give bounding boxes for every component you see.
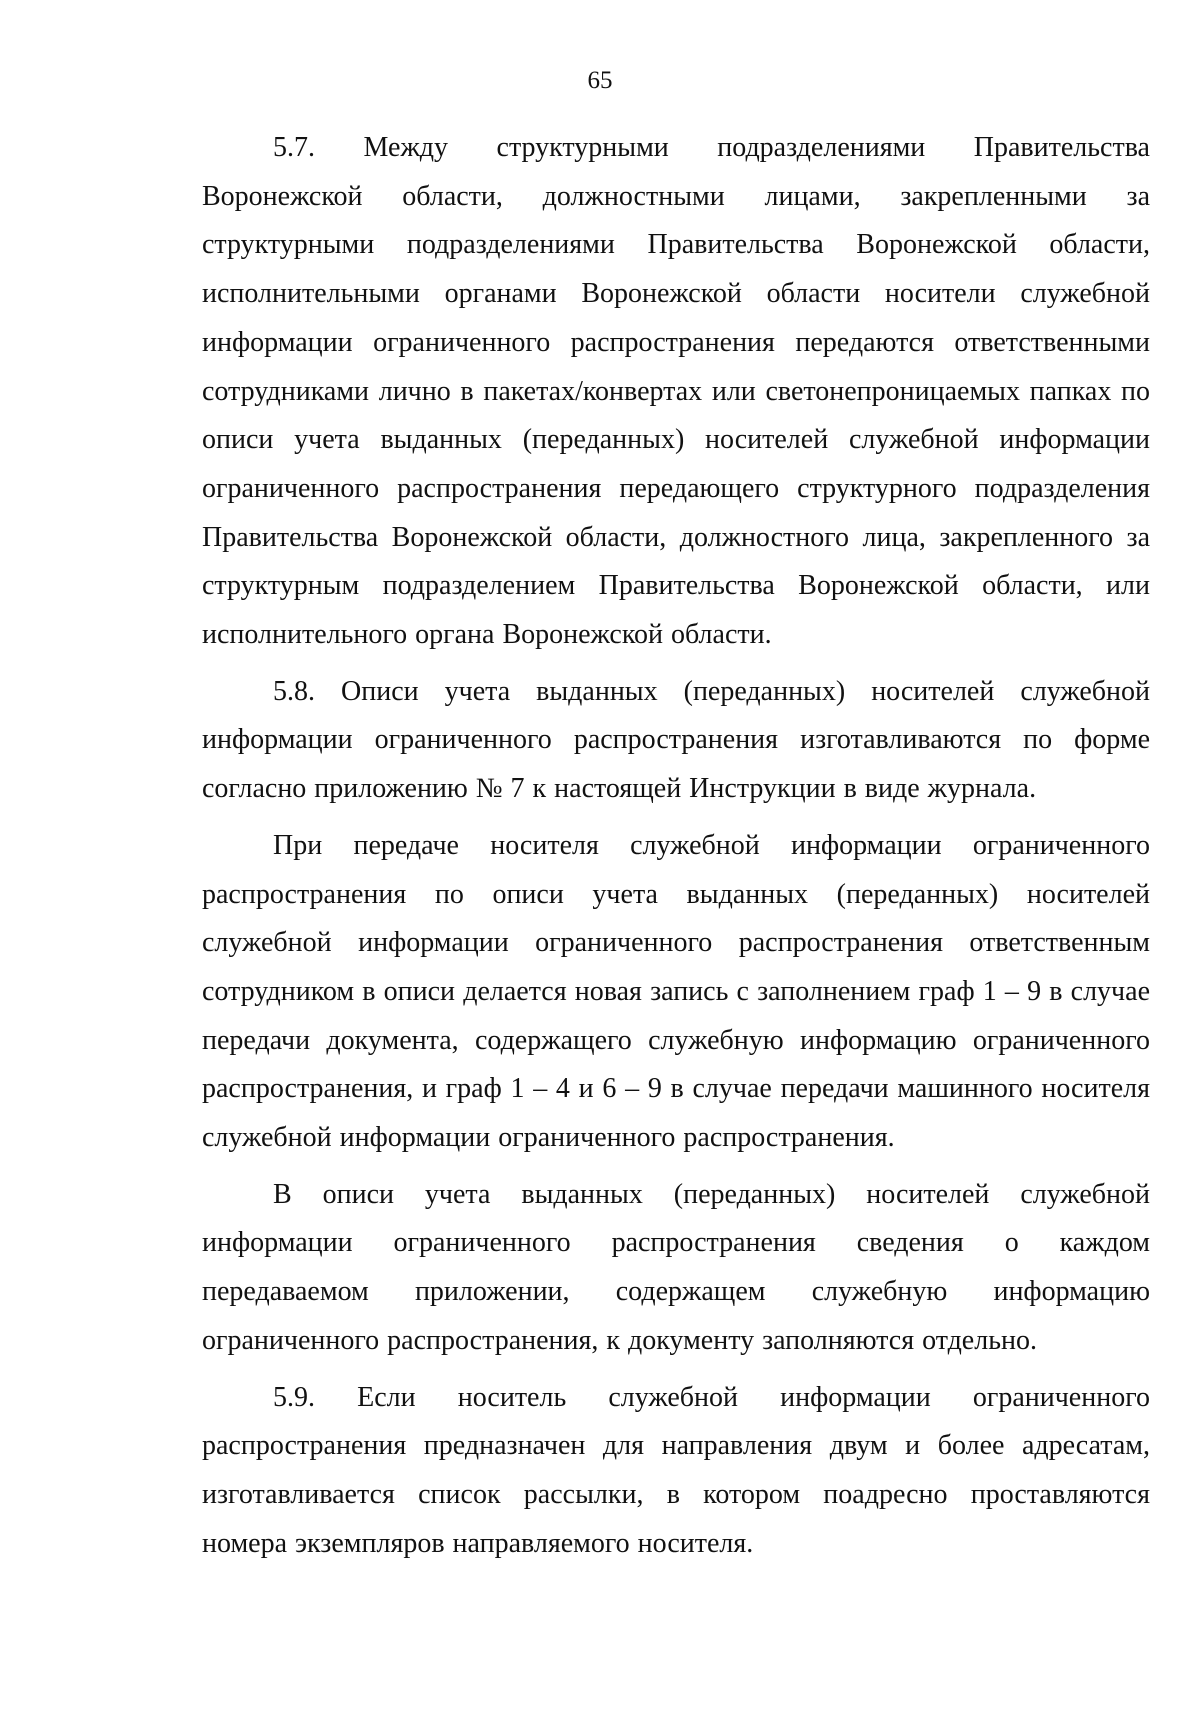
document-body: [202, 124, 1150, 1568]
paragraph-5-9: 5.9. Если носитель служебной информации ограниченного распространения предназначен для направления двум и более адресатам, изготавливается список рассылки, в котором поадресно проставляются номера экземпляров направляемого носителя.: [202, 1381, 1150, 1559]
paragraph-attachments: В описи учета выданных (переданных) носителей служебной информации ограниченного распространения сведения о каждом передаваемом приложении, содержащем служебную информацию ограниченного распространения, к документу заполняются отдельно.: [202, 1178, 1150, 1356]
paragraph-transfer-procedure: При передаче носителя служебной информации ограниченного распространения по описи учета выданных (переданных) носителей служебной информации ограниченного распространения ответственным сотрудником в описи делается новая запись с заполнением граф 1 – 9 в случае передачи документа, содержащего служебную информацию ограниченного распространения, и граф 1 – 4 и 6 – 9 в случае передачи машинного носителя служебной информации ограниченного распространения.: [202, 829, 1150, 1154]
paragraph-5-7: 5.7. Между структурными подразделениями Правительства Воронежской области, должностными лицами, закрепленными за структурными подразделениями Правительства Воронежской области, исполнительными органами Воронежской области носители служебной информации ограниченного распространения передаются ответственными сотрудниками лично в пакетах/конвертах или светонепроницаемых папках по описи учета выданных (переданных) носителей служебной информации ограниченного распространения передающего структурного подразделения Правительства Воронежской области, должностного лица, закрепленного за структурным подразделением Правительства Воронежской области, или исполнительного органа Воронежской области.: [202, 132, 1150, 651]
page-number: 65: [587, 67, 613, 94]
paragraph-5-8: 5.8. Описи учета выданных (переданных) носителей служебной информации ограниченного распространения изготавливаются по форме согласно приложению № 7 к настоящей Инструкции в виде журнала.: [202, 675, 1150, 805]
